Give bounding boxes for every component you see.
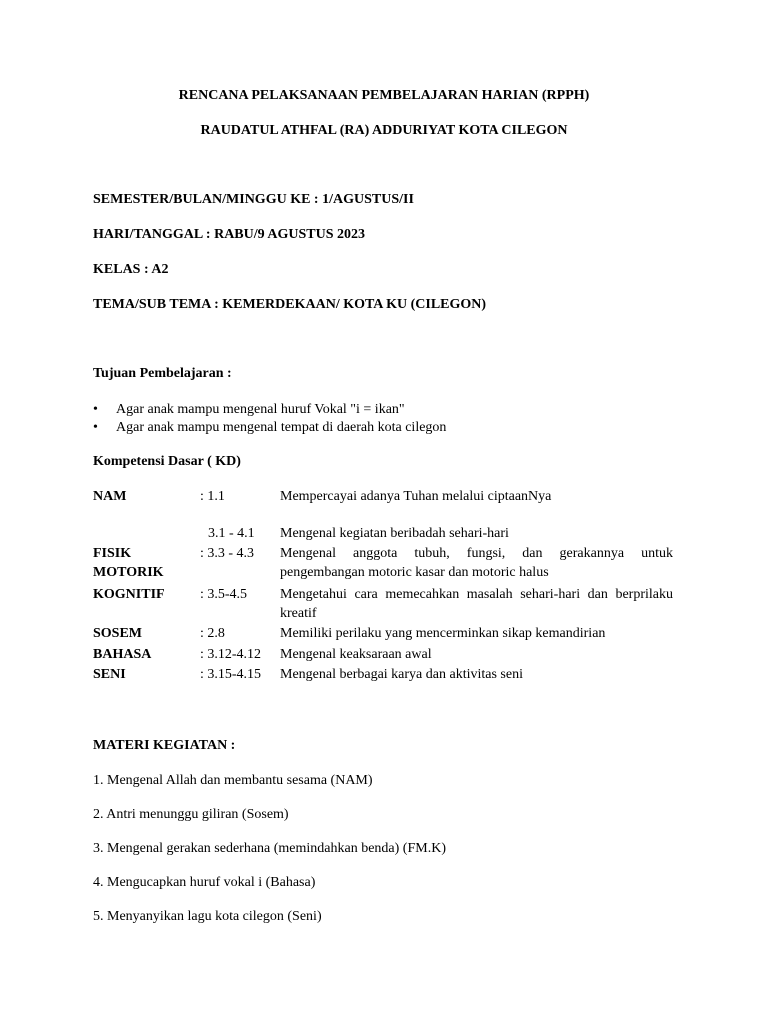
kd-code: : 3.5-4.5	[200, 587, 248, 602]
objective-text: Agar anak mampu mengenal huruf Vokal "i = ikan"	[116, 402, 405, 417]
kd-description: Mengenal berbagai karya dan aktivitas seni	[280, 667, 523, 682]
kd-code: 3.1 - 4.1	[208, 526, 255, 541]
kd-description: Mengenal keaksaraan awal	[280, 647, 432, 662]
class-line: KELAS : A2	[93, 262, 169, 277]
kd-code: : 3.3 - 4.3	[200, 546, 255, 561]
list-item: 2. Antri menunggu giliran (Sosem)	[93, 807, 289, 822]
bullet-icon: •	[93, 420, 98, 435]
list-item	[93, 401, 446, 419]
institution-name: RAUDATUL ATHFAL (RA) ADDURIYAT KOTA CILEGON	[200, 123, 568, 138]
kd-area: BAHASA	[93, 647, 152, 662]
kd-area: SOSEM	[93, 626, 143, 641]
list-item: 3. Mengenal gerakan sederhana (memindahkan benda) (FM.K)	[93, 841, 446, 856]
bullet-icon: •	[93, 402, 98, 417]
date-line: HARI/TANGGAL : RABU/9 AGUSTUS 2023	[93, 227, 366, 242]
kd-description: Mengetahui cara memecahkan masalah sehari-hari dan berprilaku kreatif	[280, 587, 673, 621]
objectives-list	[93, 401, 446, 437]
list-item: 4. Mengucapkan huruf vokal i (Bahasa)	[93, 875, 316, 890]
kd-description: Mempercayai adanya Tuhan melalui ciptaanNya	[280, 489, 552, 504]
kd-description: Memiliki perilaku yang mencerminkan sikap kemandirian	[280, 626, 606, 641]
kd-description: Mengenal anggota tubuh, fungsi, dan gerakannya untuk pengembangan motoric kasar dan motoric halus	[280, 546, 673, 580]
kd-area: NAM	[93, 489, 127, 504]
objectives-heading: Tujuan Pembelajaran :	[93, 366, 232, 381]
kd-code: : 1.1	[200, 489, 225, 504]
list-item	[93, 419, 446, 437]
materials-heading: MATERI KEGIATAN :	[93, 738, 236, 753]
list-item: 1. Mengenal Allah dan membantu sesama (NAM)	[93, 773, 373, 788]
objective-text: Agar anak mampu mengenal tempat di daerah kota cilegon	[116, 420, 447, 435]
kd-area: SENI	[93, 667, 126, 682]
list-item: 5. Menyanyikan lagu kota cilegon (Seni)	[93, 909, 322, 924]
kd-description: Mengenal kegiatan beribadah sehari-hari	[280, 526, 509, 541]
kd-area: FISIK MOTORIK	[93, 546, 164, 580]
kd-code: : 2.8	[200, 626, 225, 641]
kd-code: : 3.15-4.15	[200, 667, 262, 682]
document-title: RENCANA PELAKSANAAN PEMBELAJARAN HARIAN (RPPH)	[178, 88, 590, 103]
kd-area: KOGNITIF	[93, 587, 165, 602]
theme-line: TEMA/SUB TEMA : KEMERDEKAAN/ KOTA KU (CILEGON)	[93, 297, 487, 312]
semester-line: SEMESTER/BULAN/MINGGU KE : 1/AGUSTUS/II	[93, 192, 414, 207]
competencies-heading: Kompetensi Dasar ( KD)	[93, 454, 241, 469]
kd-code: : 3.12-4.12	[200, 647, 262, 662]
